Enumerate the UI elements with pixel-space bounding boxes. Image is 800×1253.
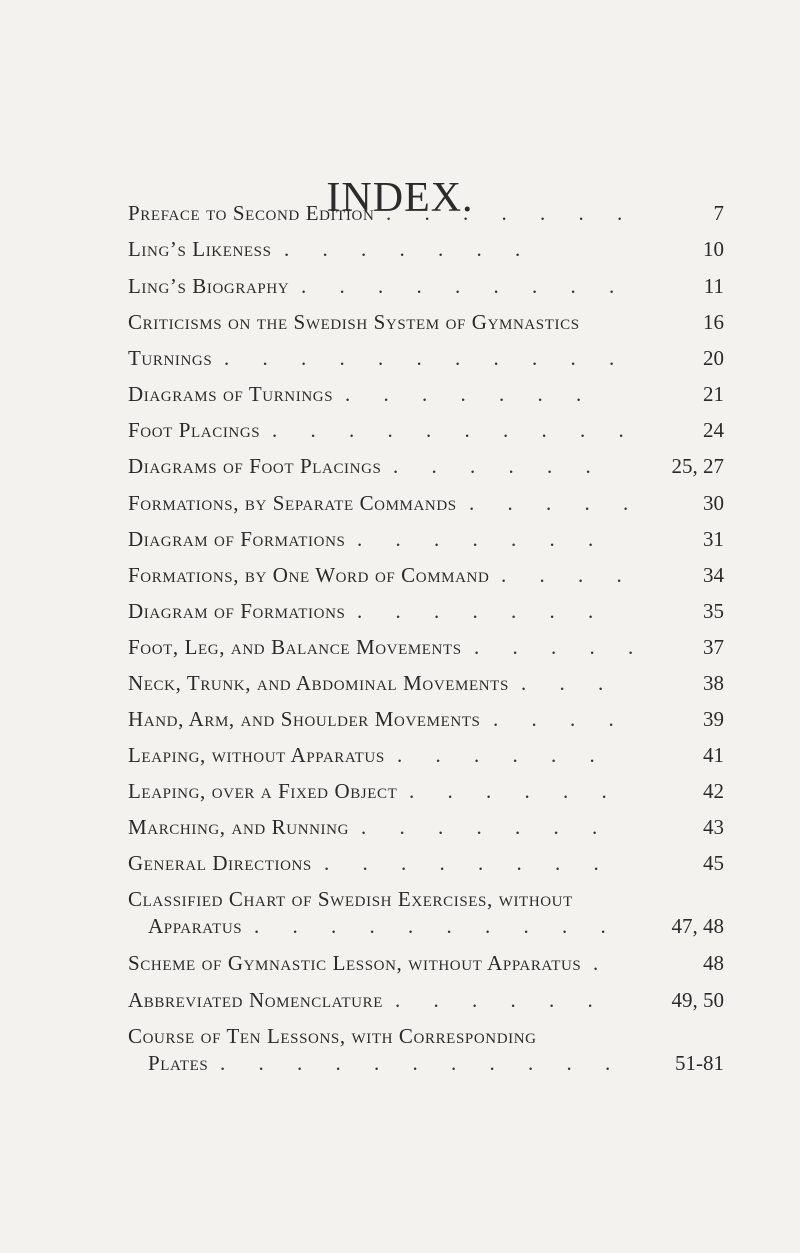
dot-leader: . . . . . . .	[357, 527, 608, 551]
entry-page-number: 31	[703, 527, 724, 551]
entry-title: Leaping, over a Fixed Object	[128, 779, 398, 803]
entry-page-number: 41	[703, 743, 724, 767]
entry-page-number: 34	[703, 563, 724, 587]
entry-page-number: 43	[703, 815, 724, 839]
entry-page-number: 51-81	[675, 1051, 724, 1075]
dot-leader: . . . . . . . . . .	[254, 914, 620, 938]
dot-leader: . . . .	[501, 563, 636, 587]
dot-leader: . . . . . . . . . . .	[224, 346, 629, 370]
dot-leader: . . . . . . .	[357, 599, 608, 623]
dot-leader: .	[593, 951, 613, 975]
dot-leader: . . . . . . . .	[324, 851, 613, 875]
entry-page-number: 30	[703, 491, 724, 515]
dot-leader: . . . . . .	[409, 779, 621, 803]
dot-leader: . . . . .	[474, 635, 648, 659]
entry-title: Criticisms on the Swedish System of Gymnastics	[128, 310, 580, 334]
dot-leader: . . . . . . . . .	[301, 274, 629, 298]
entry-title: Foot Placings	[128, 418, 261, 442]
entry-page-number: 42	[703, 779, 724, 803]
dot-leader: . . . . . .	[397, 743, 609, 767]
dot-leader: . . . . . .	[393, 454, 605, 478]
entry-page-number: 49, 50	[671, 988, 724, 1012]
entry-title: Neck, Trunk, and Abdominal Movements	[128, 671, 509, 695]
entry-title: General Directions	[128, 851, 312, 875]
entry-title: Diagram of Formations	[128, 527, 346, 551]
entry-title: Ling’s Biography	[128, 274, 290, 298]
entry-title: Apparatus	[148, 914, 243, 938]
entry-title: Course of Ten Lessons, with Corresponding	[128, 1024, 537, 1048]
page-title: INDEX.	[326, 175, 474, 222]
entry-page-number: 39	[703, 707, 724, 731]
entry-title: Diagrams of Turnings	[128, 382, 334, 406]
entry-title: Turnings	[128, 346, 213, 370]
entry-title: Hand, Arm, and Shoulder Movements	[128, 707, 481, 731]
dot-leader: . . . . . . .	[386, 201, 637, 225]
entry-page-number: 48	[703, 951, 724, 975]
entry-page-number: 16	[703, 310, 724, 334]
entry-page-number: 21	[703, 382, 724, 406]
entry-page-number: 38	[703, 671, 724, 695]
entry-title: Preface to Second Edition	[128, 201, 375, 225]
entry-page-number: 35	[703, 599, 724, 623]
entry-page-number: 47, 48	[671, 914, 724, 938]
entry-title: Diagram of Formations	[128, 599, 346, 623]
dot-leader: . . . . . .	[395, 988, 607, 1012]
dot-leader: . . . . . . . . . . .	[220, 1051, 625, 1075]
entry-title: Formations, by One Word of Command	[128, 563, 490, 587]
entry-title: Scheme of Gymnastic Lesson, without Apparatus	[128, 951, 582, 975]
dot-leader: . . . .	[493, 707, 628, 731]
dot-leader: . . . . . . .	[361, 815, 612, 839]
entry-page-number: 24	[703, 418, 724, 442]
entry-page-number: 25, 27	[671, 454, 724, 478]
entry-page-number: 10	[703, 237, 724, 261]
entry-page-number: 11	[703, 274, 724, 298]
entry-page-number: 7	[713, 201, 724, 225]
entry-title: Plates	[148, 1051, 209, 1075]
dot-leader: . . .	[521, 671, 618, 695]
entry-title: Leaping, without Apparatus	[128, 743, 385, 767]
entry-page-number: 37	[703, 635, 724, 659]
entry-title: Ling’s Likeness	[128, 237, 272, 261]
entry-title: Abbreviated Nomenclature	[128, 988, 383, 1012]
entry-title: Formations, by Separate Commands	[128, 491, 457, 515]
entry-title: Marching, and Running	[128, 815, 350, 839]
entry-page-number: 45	[703, 851, 724, 875]
entry-page-number: 20	[703, 346, 724, 370]
entry-title: Foot, Leg, and Balance Movements	[128, 635, 462, 659]
dot-leader: . . . . .	[469, 491, 643, 515]
dot-leader: . . . . . . . . . .	[272, 418, 638, 442]
dot-leader: . . . . . . .	[345, 382, 596, 406]
entry-title: Diagrams of Foot Placings	[128, 454, 382, 478]
entry-title: Classified Chart of Swedish Exercises, without	[128, 887, 573, 911]
dot-leader: . . . . . . .	[284, 237, 535, 261]
